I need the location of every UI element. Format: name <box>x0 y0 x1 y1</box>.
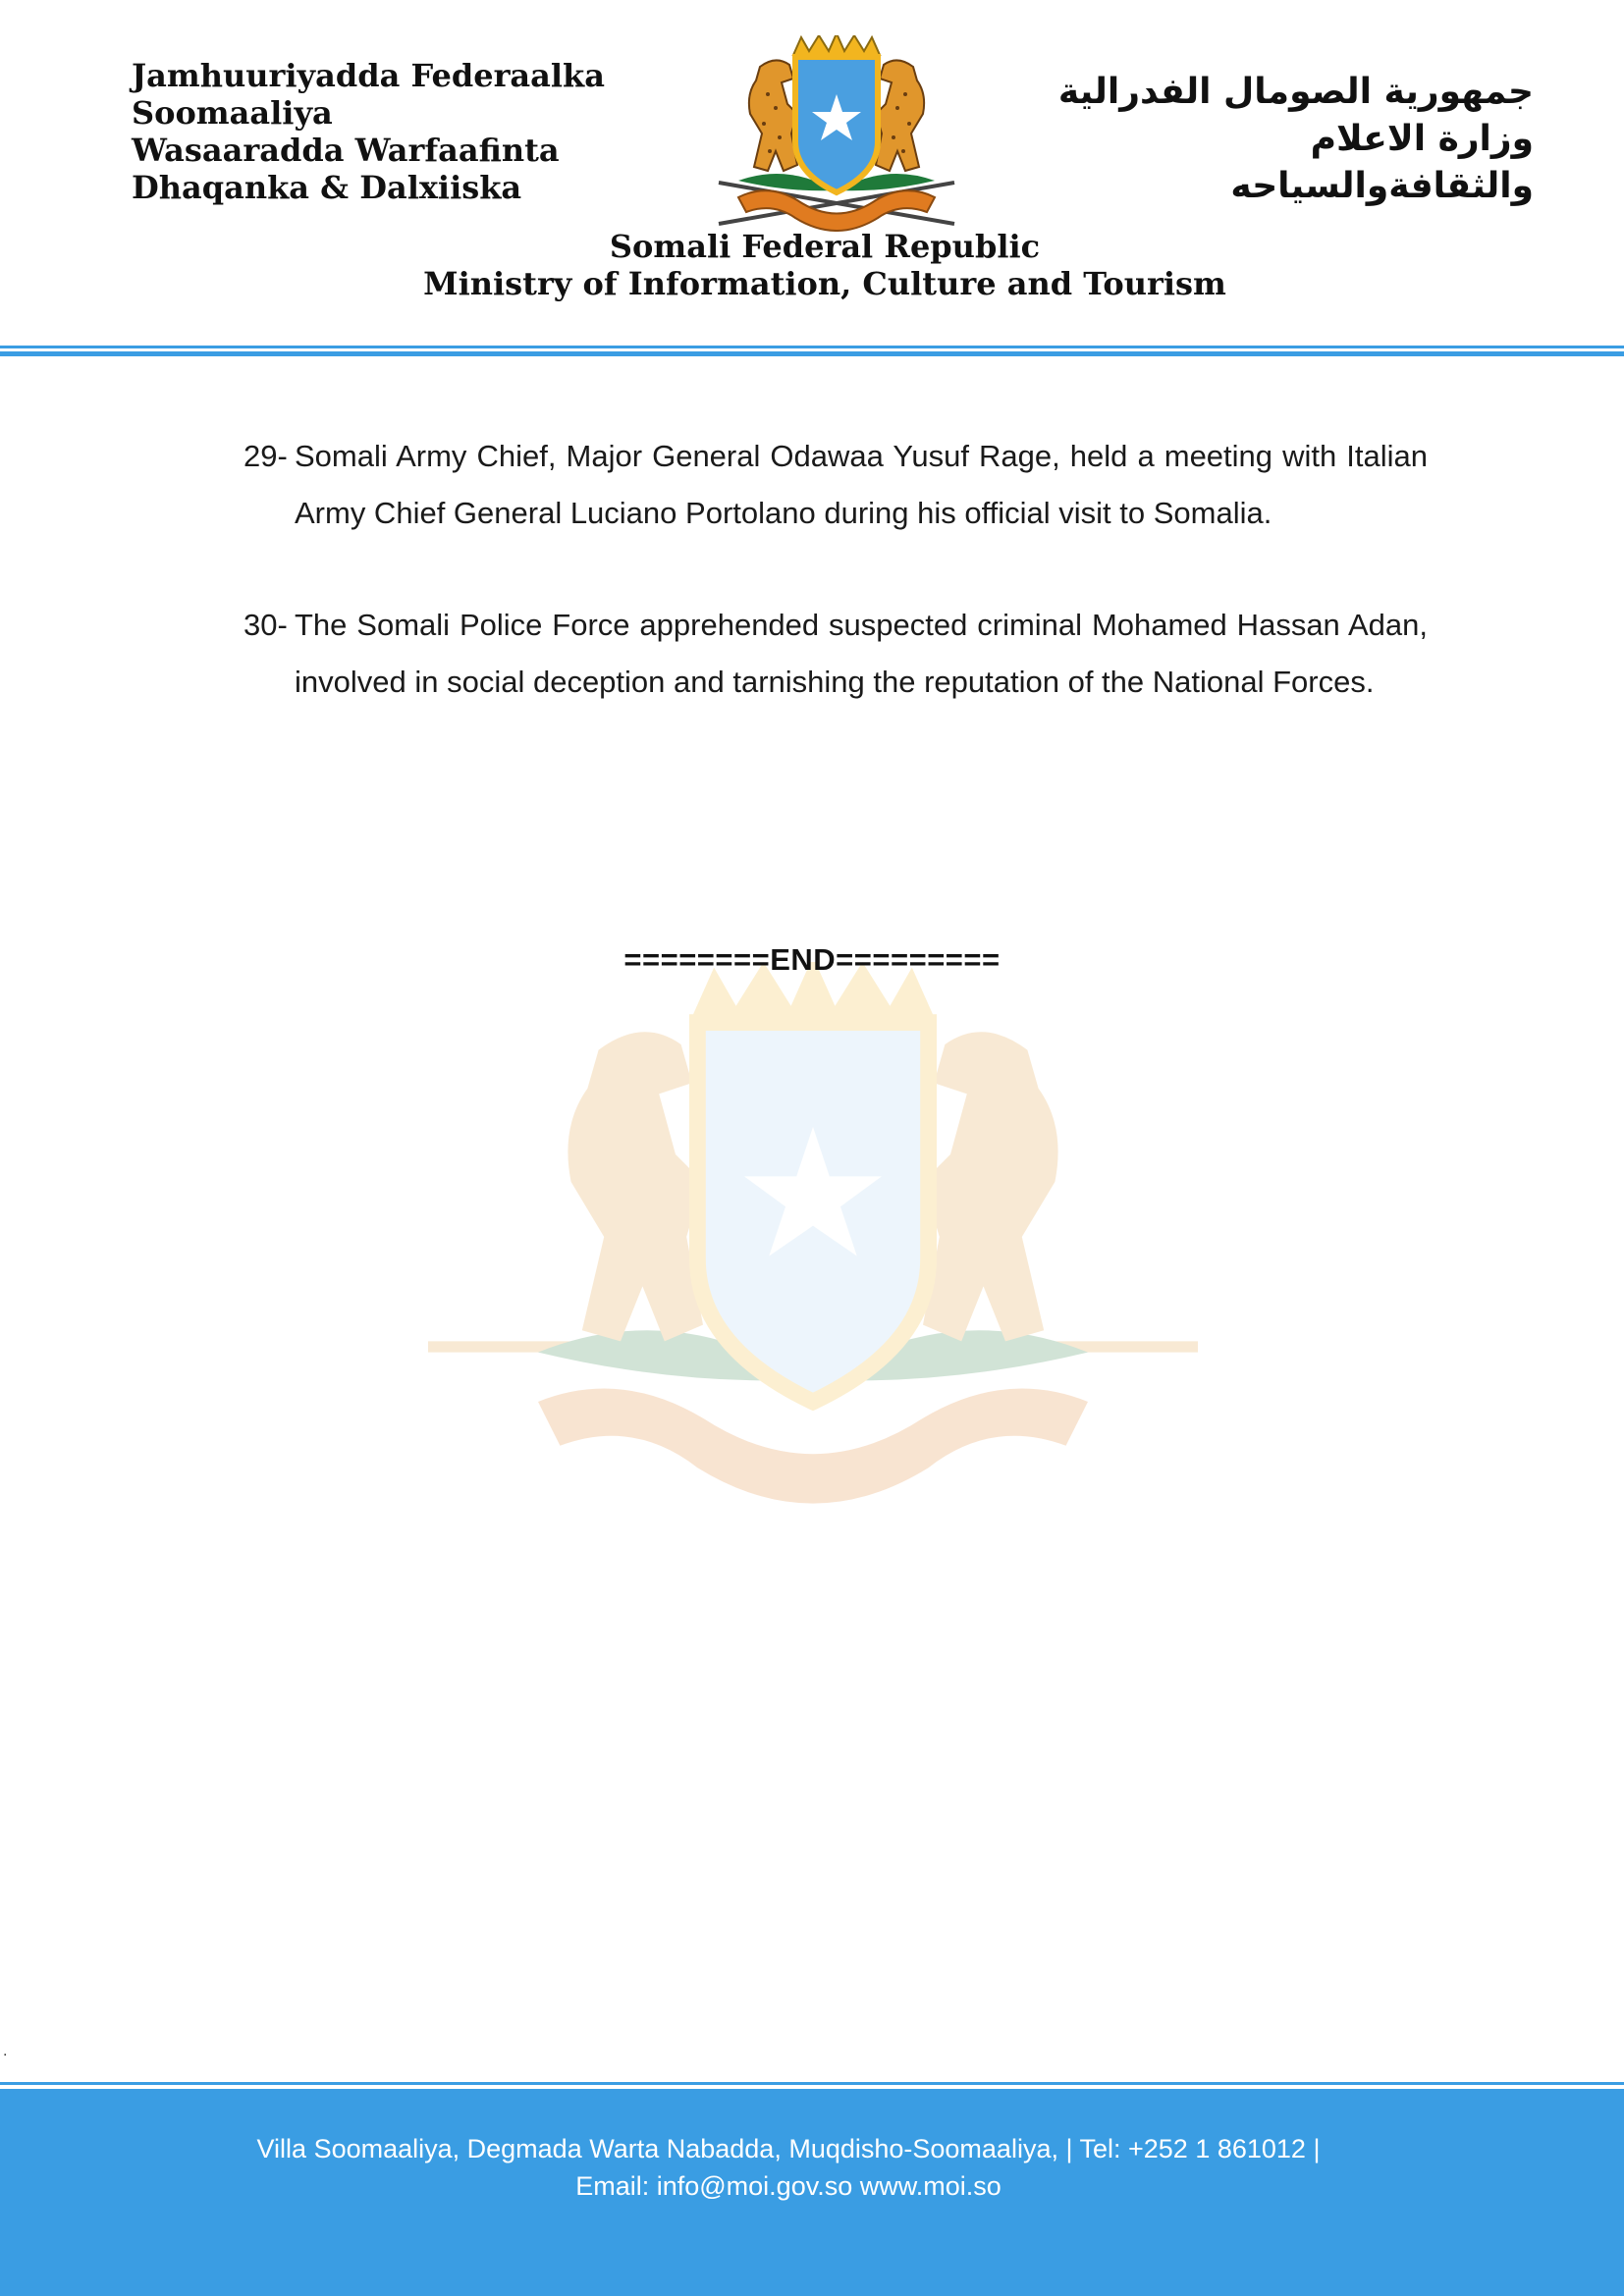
header-english-line: Ministry of Information, Culture and Tourism <box>423 265 1226 302</box>
header-arabic-line: والثقافةوالسياحه <box>1230 166 1534 206</box>
header-somali-line: Soomaaliya <box>132 94 333 132</box>
footer <box>0 2089 1624 2296</box>
header-somali-line: Wasaaradda Warfaafinta <box>132 132 560 169</box>
news-list <box>244 428 1428 766</box>
header-arabic-line: جمهورية الصومال الفدرالية <box>1057 72 1534 112</box>
header-divider-thick <box>0 351 1624 356</box>
footer-email-web: Email: info@moi.gov.so www.moi.so <box>575 2171 1001 2201</box>
header-arabic-title <box>1058 69 1534 210</box>
news-item <box>244 597 1428 710</box>
header-english-title <box>0 228 1624 302</box>
header-english-line: Somali Federal Republic <box>609 228 1041 265</box>
footer-address: Villa Soomaaliya, Degmada Warta Nabadda, Muqdisho-Soomaaliya, | Tel: +252 1 861012 | <box>256 2134 1321 2163</box>
header-arabic-line: وزارة الاعلام <box>1310 119 1534 159</box>
coat-of-arms-watermark-icon <box>401 962 1225 1512</box>
coat-of-arms-icon <box>699 35 974 232</box>
news-item <box>244 428 1428 541</box>
news-item-text: The Somali Police Force apprehended suspected criminal Mohamed Hassan Adan, involved in social deception and tarnishing the reputation of the National Forces. <box>295 608 1428 699</box>
header-somali-title <box>132 57 605 206</box>
news-item-text: Somali Army Chief, Major General Odawaa Yusuf Rage, held a meeting with Italian Army Chief General Luciano Portolano during his official visit to Somalia. <box>295 439 1428 530</box>
header-somali-line: Dhaqanka & Dalxiiska <box>132 169 522 206</box>
header-divider-thin <box>0 346 1624 348</box>
stray-mark: . <box>3 2043 8 2059</box>
news-item-number: 29- <box>244 439 288 473</box>
footer-contact <box>0 2130 1577 2205</box>
news-item-number: 30- <box>244 608 288 642</box>
header-somali-line: Jamhuuriyadda Federaalka <box>132 57 605 94</box>
footer-divider <box>0 2082 1624 2085</box>
end-marker: ========END========= <box>623 942 1001 977</box>
